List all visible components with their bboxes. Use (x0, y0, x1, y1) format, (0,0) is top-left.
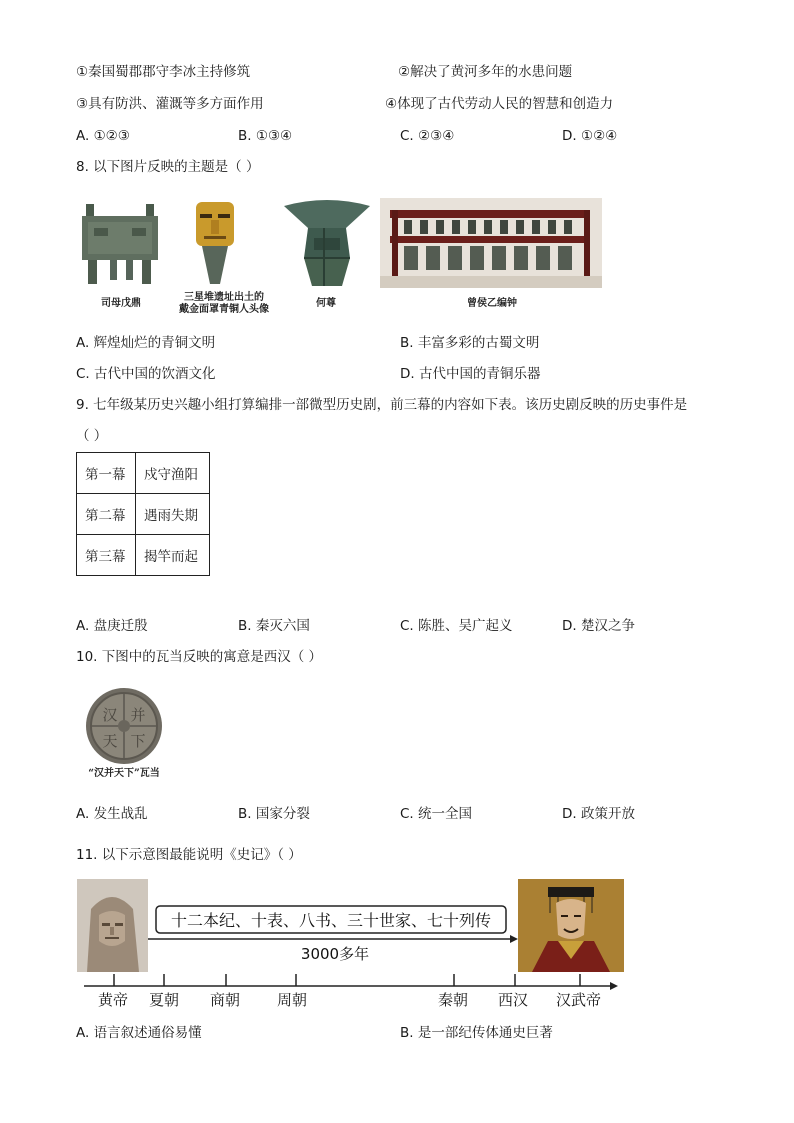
table-row (77, 453, 210, 494)
mask-caption-line-1: 三星堆遗址出土的 (184, 292, 264, 303)
tile-char: 下 (130, 732, 146, 750)
q11-option-b[interactable]: B. 是一部纪传体通史巨著 (400, 1025, 553, 1041)
table-row (77, 535, 210, 576)
q10-option-c[interactable]: C. 统一全国 (400, 806, 473, 822)
q10-option-b[interactable]: B. 国家分裂 (238, 806, 310, 822)
q9-acts-table (76, 452, 210, 576)
he-zun-image (284, 198, 370, 290)
q9-option-a[interactable]: A. 盘庚迁殷 (76, 618, 148, 634)
timeline-label: 夏朝 (149, 991, 180, 1009)
q8-stem: 8. 以下图片反映的主题是（ ） (76, 159, 260, 175)
q7-option-b[interactable]: B. ①③④ (238, 128, 293, 144)
q7-option-d[interactable]: D. ①②④ (562, 128, 618, 144)
tile-char: 并 (130, 706, 146, 724)
q10-option-d[interactable]: D. 政策开放 (562, 806, 635, 822)
span-text: 3000多年 (300, 945, 370, 963)
act-event: 遇雨失期 (136, 494, 210, 535)
q7-statement-3: ③具有防洪、灌溉等多方面作用 (76, 96, 264, 112)
q8-option-d[interactable]: D. 古代中国的青铜乐器 (400, 366, 541, 382)
q9-option-c[interactable]: C. 陈胜、吴广起义 (400, 618, 513, 634)
arrow-head-icon (510, 935, 518, 943)
q10-stem: 10. 下图中的瓦当反映的寓意是西汉（ ） (76, 649, 323, 665)
q9-option-b[interactable]: B. 秦灭六国 (238, 618, 310, 634)
timeline-label: 秦朝 (438, 991, 469, 1009)
tile-caption: “汉并天下”瓦当 (88, 768, 160, 779)
timeline-label: 西汉 (498, 991, 529, 1009)
q8-option-a[interactable]: A. 辉煌灿烂的青铜文明 (76, 335, 216, 351)
q9-answer-paren: （ ） (76, 428, 108, 444)
q11-stem: 11. 以下示意图最能说明《史记》（ ） (76, 847, 302, 863)
tile-char: 汉 (102, 706, 118, 724)
q7-statement-1: ①秦国蜀郡郡守李冰主持修筑 (76, 64, 251, 80)
act-event: 戍守渔阳 (136, 453, 210, 494)
timeline-ticks (114, 974, 580, 986)
timeline-label: 黄帝 (98, 991, 129, 1009)
q11-option-a[interactable]: A. 语言叙述通俗易懂 (76, 1025, 202, 1041)
mask-caption-line-2: 戴金面罩青铜人头像 (179, 304, 269, 315)
timeline-arrow-icon (610, 982, 618, 990)
act-label: 第二幕 (77, 494, 136, 535)
contents-box-text: 十二本纪、十表、八书、三十世家、七十列传 (170, 911, 492, 930)
timeline-label: 汉武帝 (556, 991, 602, 1009)
q10-option-a[interactable]: A. 发生战乱 (76, 806, 148, 822)
q9-option-d[interactable]: D. 楚汉之争 (562, 618, 635, 634)
act-event: 揭竿而起 (136, 535, 210, 576)
q7-statement-2: ②解决了黄河多年的水患问题 (398, 64, 573, 80)
q8-option-b[interactable]: B. 丰富多彩的古蜀文明 (400, 335, 540, 351)
bronze-ding-image (80, 198, 162, 288)
table-row (77, 494, 210, 535)
shiji-timeline-diagram (80, 900, 620, 990)
zun-caption: 何尊 (316, 298, 336, 309)
gold-mask-head-image (192, 200, 238, 286)
chime-bells-image (380, 198, 602, 288)
timeline-label: 商朝 (210, 991, 241, 1009)
act-label: 第三幕 (77, 535, 136, 576)
eaves-tile-image (84, 686, 164, 766)
q8-option-c[interactable]: C. 古代中国的饮酒文化 (76, 366, 216, 382)
act-label: 第一幕 (77, 453, 136, 494)
timeline-label: 周朝 (277, 991, 308, 1009)
q9-stem: 9. 七年级某历史兴趣小组打算编排一部微型历史剧，前三幕的内容如下表。该历史剧反映的历史事件是 (76, 397, 688, 413)
q7-option-a[interactable]: A. ①②③ (76, 128, 130, 144)
q7-statement-4: ④体现了古代劳动人民的智慧和创造力 (385, 96, 614, 112)
ding-caption: 司母戊鼎 (101, 298, 141, 309)
bells-caption: 曾侯乙编钟 (467, 298, 517, 309)
tile-char: 天 (102, 732, 118, 750)
q7-option-c[interactable]: C. ②③④ (400, 128, 455, 144)
